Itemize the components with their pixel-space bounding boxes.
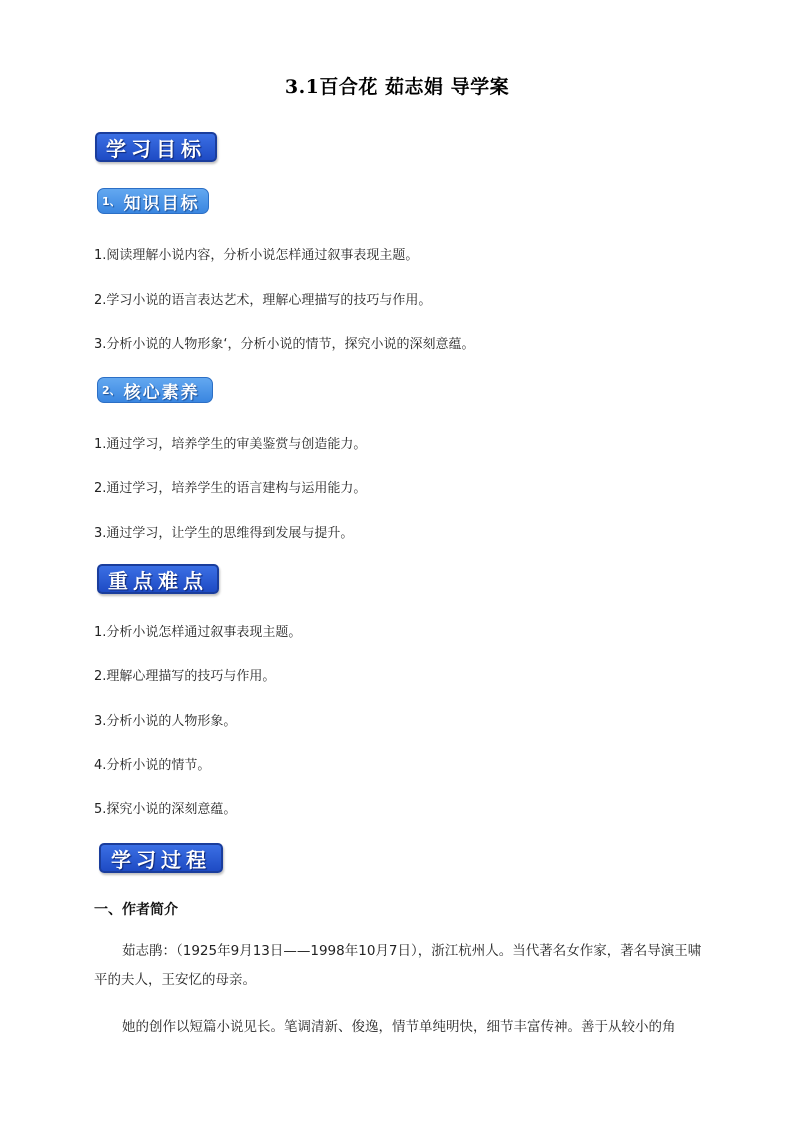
subsection-number: 1、 <box>102 195 121 208</box>
section-banner-goals-label: 学习目标 <box>106 136 206 161</box>
key-item: 2.理解心理描写的技巧与作用。 <box>94 669 276 684</box>
author-heading: 一、作者简介 <box>94 902 178 918</box>
section-banner-key-points <box>97 564 219 594</box>
knowledge-item: 2.学习小说的语言表达艺术，理解心理描写的技巧与作用。 <box>94 293 432 308</box>
subsection-number: 2、 <box>102 384 121 397</box>
author-paragraph: 她的创作以短篇小说见长。笔调清新、俊逸，情节单纯明快，细节丰富传神。善于从较小的角 <box>122 1019 676 1035</box>
core-item: 1.通过学习，培养学生的审美鉴赏与创造能力。 <box>94 437 367 452</box>
core-item: 3.通过学习，让学生的思维得到发展与提升。 <box>94 526 354 541</box>
knowledge-item: 1.阅读理解小说内容，分析小说怎样通过叙事表现主题。 <box>94 248 419 263</box>
section-banner-process-label: 学习过程 <box>111 847 211 872</box>
author-paragraph: 茹志鹃：（1925年9月13日——1998年10月7日），浙江杭州人。当代著名女作家，著名导演王啸平的夫人，王安忆的母亲。 <box>94 943 702 988</box>
key-item: 3.分析小说的人物形象。 <box>94 714 237 729</box>
core-item: 2.通过学习，培养学生的语言建构与运用能力。 <box>94 481 367 496</box>
section-banner-key-points-label: 重点难点 <box>108 568 208 593</box>
key-item: 1.分析小说怎样通过叙事表现主题。 <box>94 625 302 640</box>
key-item: 5.探究小说的深刻意蕴。 <box>94 802 237 817</box>
knowledge-item: 3.分析小说的人物形象‘，分析小说的情节，探究小说的深刻意蕴。 <box>94 337 475 352</box>
subsection-banner-core <box>97 377 213 403</box>
subsection-label: 知识目标 <box>123 193 200 214</box>
page-title: 3.1百合花 茹志娟 导学案 <box>284 76 510 98</box>
section-banner-goals <box>95 132 217 162</box>
section-banner-process <box>99 843 223 873</box>
key-item: 4.分析小说的情节。 <box>94 758 211 773</box>
subsection-banner-knowledge <box>97 188 209 214</box>
subsection-label: 核心素养 <box>123 382 200 403</box>
